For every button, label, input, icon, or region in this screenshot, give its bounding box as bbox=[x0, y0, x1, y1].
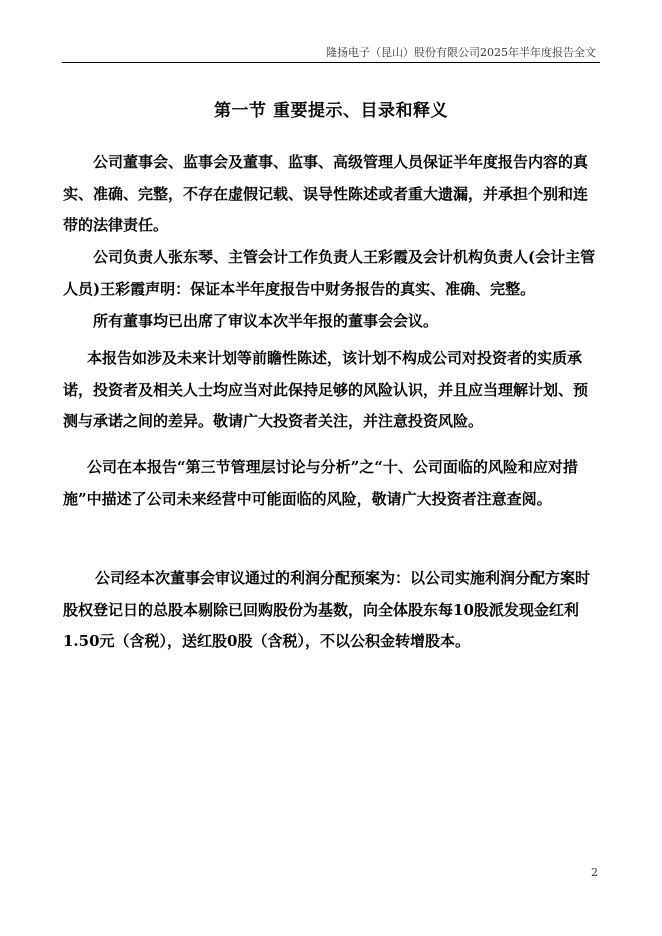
page-number: 2 bbox=[591, 866, 598, 879]
section-title: 第一节 重要提示、目录和释义 bbox=[214, 101, 448, 121]
header-divider bbox=[62, 62, 600, 63]
paragraph-responsibility-statement: 公司董事会、监事会及董事、监事、高级管理人员保证半年度报告内容的真实、准确、完整，不存在虚假记载、误导性陈述或者重大遗漏，并承担个别和连带的法律责任。 bbox=[63, 153, 589, 234]
running-header: 隆扬电子（昆山）股份有限公司2025年半年度报告全文 bbox=[326, 46, 596, 59]
paragraph-forward-looking-statement: 本报告如涉及未来计划等前瞻性陈述，该计划不构成公司对投资者的实质承诺，投资者及相关人士均应当对此保持足够的风险认识，并且应当理解计划、预测与承诺之间的差异。敬请广大投资者关注，并注意投资风险。 bbox=[63, 349, 589, 430]
paragraph-board-attendance: 所有董事均已出席了审议本次半年报的董事会会议。 bbox=[93, 312, 439, 330]
paragraph-executive-declaration: 公司负责人张东琴、主管会计工作负责人王彩霞及会计机构负责人(会计主管人员)王彩霞声明：保证本半年度报告中财务报告的真实、准确、完整。 bbox=[63, 248, 596, 298]
paragraph-risk-notice: 公司在本报告“第三节管理层讨论与分析”之“十、公司面临的风险和应对措施”中描述了公司未来经营中可能面临的风险，敬请广大投资者注意查阅。 bbox=[63, 458, 578, 508]
paragraph-profit-distribution: 公司经本次董事会审议通过的利润分配预案为：以公司实施利润分配方案时股权登记日的总股本剔除已回购股份为基数，向全体股东每10股派发现金红利1.50元（含税），送红股0股（含税），不以公积金转增股本。 bbox=[63, 569, 591, 650]
